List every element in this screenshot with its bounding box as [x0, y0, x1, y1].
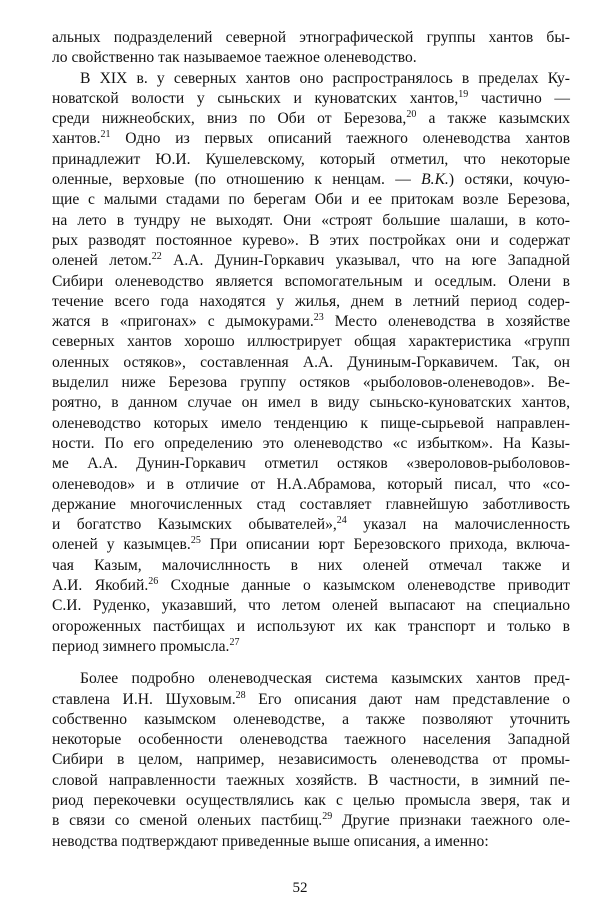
footnote-ref: 21	[100, 129, 111, 141]
text-run: При описании юрт Березовского прихода, включа-	[200, 536, 571, 554]
text-run: риод перекочевки осуществлялись как с целью промысла зверя, так и	[52, 791, 570, 809]
text-line	[52, 272, 570, 292]
text-line	[52, 190, 570, 210]
text-run: щие с малыми стадами по берегам Оби и ее притокам возле Березова,	[52, 191, 570, 209]
footnote-ref: 25	[190, 535, 201, 547]
text-run: некоторые особенности оленеводства таежного населения Западной	[52, 731, 570, 749]
text-run: а также казымских	[416, 110, 571, 128]
text-run: Место оленеводства в хозяйстве	[323, 313, 570, 331]
text-line	[52, 750, 570, 770]
text-line	[52, 373, 570, 393]
text-run: в связи со сменой оленьих пастбищ.	[52, 812, 323, 830]
text-line	[52, 251, 570, 271]
text-line	[52, 832, 570, 852]
footnote-ref: 27	[229, 636, 240, 648]
text-line	[52, 69, 570, 89]
text-line	[52, 669, 570, 689]
text-line	[52, 231, 570, 251]
text-run: оленей у казымцев.	[52, 536, 191, 554]
text-run: ставлена И.Н. Шуховым.	[52, 690, 236, 708]
text-run: течение всего года находятся у жилья, днем в летний период содер-	[52, 292, 570, 310]
text-run: ности. По его определению это оленеводство «с избытком». На Казы-	[52, 434, 570, 452]
footnote-ref: 28	[235, 689, 246, 701]
text-line	[52, 434, 570, 454]
text-line	[52, 393, 570, 413]
footnote-ref: 22	[151, 251, 162, 263]
text-run: Сибири в целом, например, независимость оленеводства от промы-	[52, 751, 570, 769]
text-line	[52, 292, 570, 312]
text-run: Сибири оленеводство является вспомогательным и оседлым. Олени в	[52, 272, 570, 290]
text-run: оленных остяков», составленная А.А. Дуниным-Горкавичем. Так, он	[52, 353, 570, 371]
author-initials: В.К.	[421, 171, 449, 189]
text-line	[52, 617, 570, 637]
paragraph-gap	[52, 657, 570, 669]
text-run: ) остяки, кочую-	[448, 171, 570, 189]
text-line	[52, 414, 570, 434]
text-run: хантов.	[52, 130, 101, 148]
text-line	[52, 515, 570, 535]
text-line	[52, 150, 570, 170]
text-run: В XIX в. у северных хантов оно распространялось в пределах Ку-	[80, 69, 570, 87]
text-run: А.А. Дунин-Горкавич указывал, что на юге Западной	[161, 252, 571, 270]
text-run: среди нижнеобских, вниз по Оби от Березова,	[52, 110, 407, 128]
text-line	[52, 730, 570, 750]
text-line	[52, 791, 570, 811]
text-line	[52, 48, 570, 68]
footnote-ref: 24	[336, 515, 347, 527]
text-run: частично —	[468, 89, 570, 107]
page-number: 52	[292, 880, 308, 896]
text-line	[52, 89, 570, 109]
text-run: оленей летом.	[52, 252, 152, 270]
text-run: Одно из первых описаний таежного оленеводства хантов	[110, 130, 570, 148]
text-line	[52, 811, 570, 831]
footnote-ref: 23	[313, 312, 324, 324]
text-line	[52, 535, 570, 555]
footnote-ref: 19	[458, 88, 469, 100]
text-run: выделил ниже Березова группу остяков «рыболовов-оленеводов». Ве-	[52, 374, 570, 392]
text-line	[52, 556, 570, 576]
text-run: Сходные данные о казымском оленеводстве приводит	[158, 577, 570, 595]
text-run: Другие признаки таежного оле-	[332, 812, 571, 830]
text-line	[52, 129, 570, 149]
text-line	[52, 596, 570, 616]
text-line	[52, 637, 570, 657]
text-line	[52, 495, 570, 515]
text-run: принадлежит Ю.И. Кушелевскому, который отметил, что некоторые	[52, 150, 570, 168]
text-run: собственно казымском оленеводстве, а также позволяют уточнить	[52, 710, 570, 728]
text-run: рых разводят постоянное курево». В этих постройках они и содержат	[52, 231, 570, 249]
text-run: чая Казым, малочислнность в них оленей отмечал также и	[52, 556, 570, 574]
text-line	[52, 332, 570, 352]
text-run: северных хантов хорошо иллюстрирует общая характеристика «групп	[52, 333, 570, 351]
text-run: жатся в «пригонах» с дымокурами.	[52, 313, 314, 331]
text-line	[52, 710, 570, 730]
text-line	[52, 28, 570, 48]
text-run: держание многочисленных стад составляет главнейшую заботливость	[52, 495, 570, 513]
text-run: период зимнего промысла.	[52, 637, 230, 655]
text-run: Его описания дают нам представление о	[245, 690, 570, 708]
footnote-ref: 26	[148, 576, 159, 588]
text-line	[52, 771, 570, 791]
text-line	[52, 170, 570, 190]
text-line	[52, 312, 570, 332]
text-run: оленеводство которых имело тенденцию к пище-сырьевой направлен-	[52, 414, 570, 432]
text-run: оленные, верховые (по отношению к ненцам. —	[52, 171, 422, 189]
text-line	[52, 690, 570, 710]
text-run: ло свойственно так называемое таежное оленеводство.	[52, 49, 417, 67]
text-run: Более подробно оленеводческая система казымских хантов пред-	[80, 670, 570, 688]
text-run: новатской волости у сыньских и куноватских хантов,	[52, 89, 459, 107]
text-run: и богатство Казымских обывателей»,	[52, 516, 337, 534]
text-run: оленеводов» и в отличие от Н.А.Абрамова, который писал, что «со-	[52, 475, 570, 493]
text-run: А.И. Якобий.	[52, 577, 149, 595]
text-line	[52, 576, 570, 596]
text-run: неводства подтверждают приведенные выше описания, а именно:	[52, 832, 489, 850]
text-run: словой направленности таежных хозяйств. В частности, в зимний пе-	[52, 771, 570, 789]
text-run: альных подразделений северной этнографической группы хантов бы-	[52, 29, 570, 46]
text-line	[52, 454, 570, 474]
text-run: роятно, в данном случае он имел в виду сыньско-куноватских хантов,	[52, 394, 570, 412]
text-line	[52, 109, 570, 129]
text-line	[52, 475, 570, 495]
text-run: указал на малочисленность	[346, 516, 570, 534]
text-run: С.И. Руденко, указавший, что летом оленей выпасают на специально	[52, 597, 570, 615]
footnote-ref: 29	[322, 811, 333, 823]
text-line	[52, 353, 570, 373]
text-run: на лето в тундру не выходят. Они «строят большие шалаши, в кото-	[52, 211, 570, 229]
text-run: огороженных пастбищах и используют их как транспорт и только в	[52, 617, 570, 635]
text-line	[52, 211, 570, 231]
text-run: ме А.А. Дунин-Горкавич отметил остяков «звероловов-рыболовов-	[52, 455, 570, 473]
body-text	[52, 28, 570, 852]
footnote-ref: 20	[406, 109, 417, 121]
